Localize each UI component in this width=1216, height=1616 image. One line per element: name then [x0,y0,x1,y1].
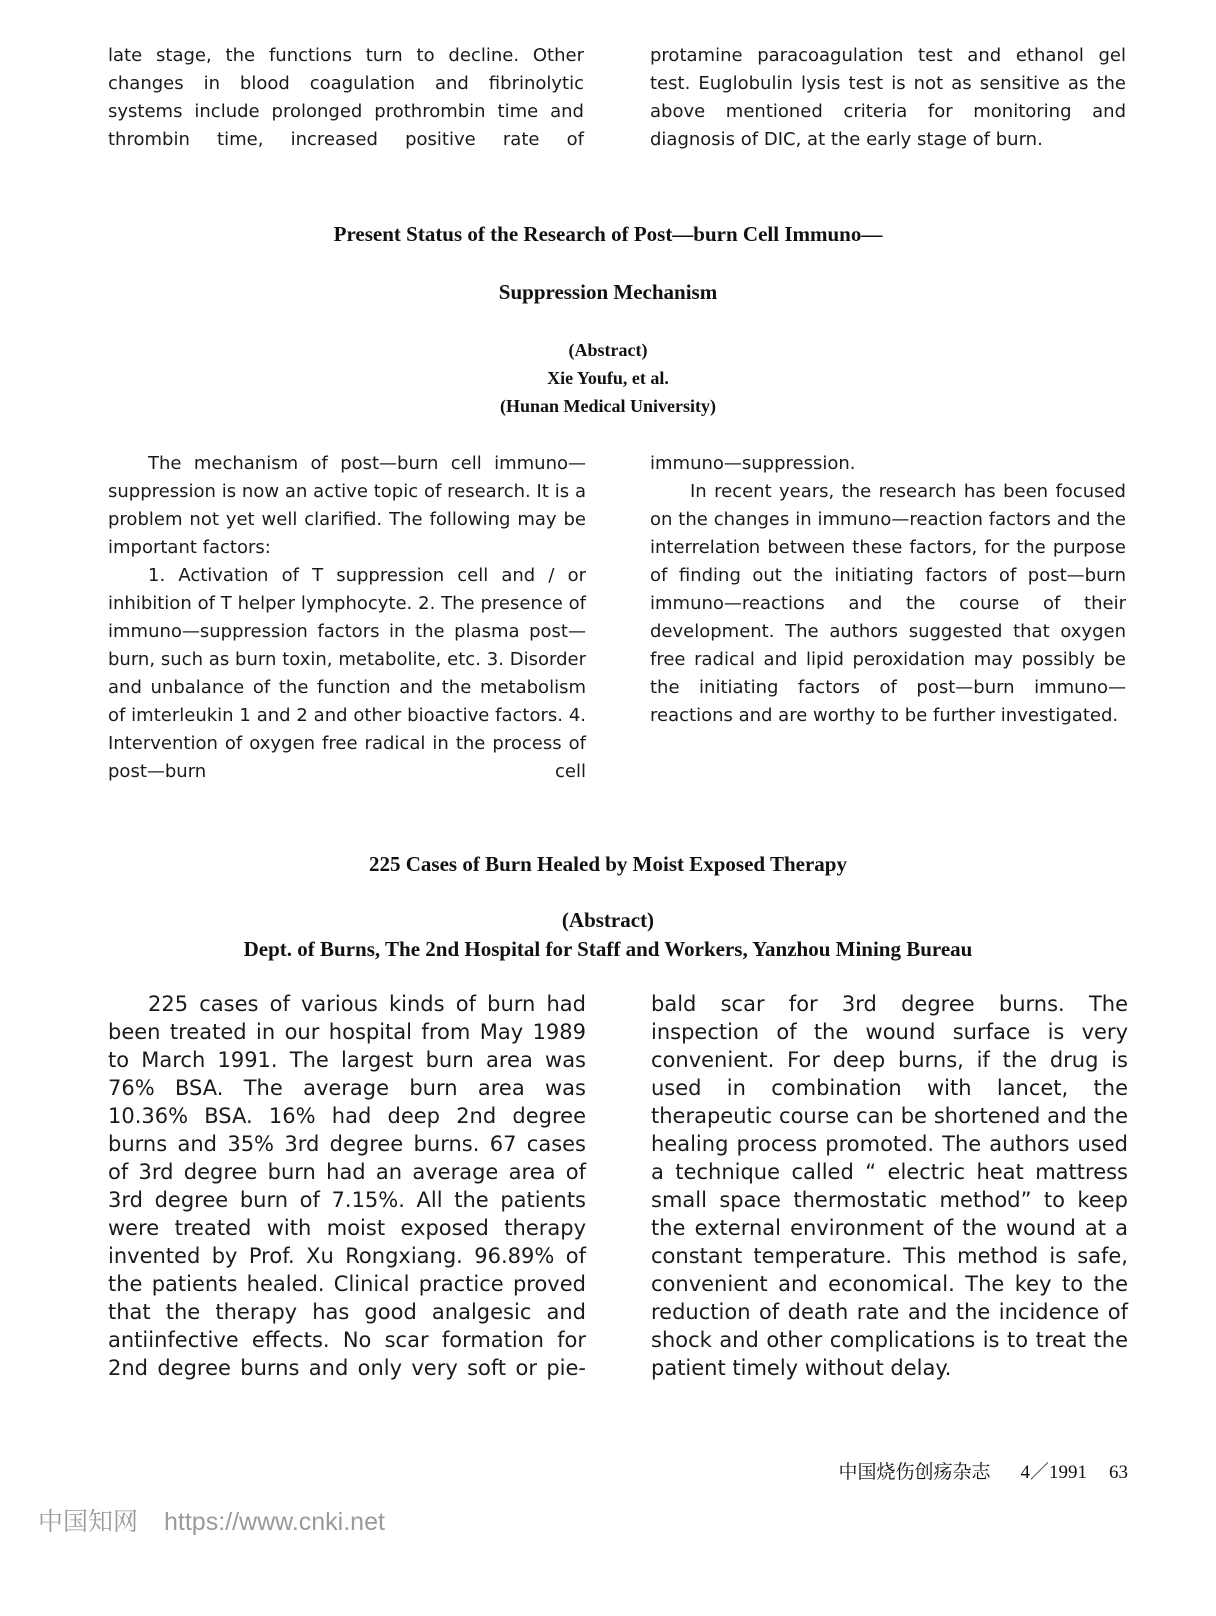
journal-name: 中国烧伤创疡杂志 [838,1462,991,1483]
article1-left-column [108,450,586,786]
article2-title: 225 Cases of Burn Healed by Moist Exposed Therapy [369,852,847,876]
article1-right-column [650,450,1126,730]
article2-right-column [651,990,1128,1382]
page-footer [838,1457,1128,1484]
article1-affiliation: (Hunan Medical University) [500,396,716,416]
carryover-right-column [650,42,1126,154]
carryover-right-text: protamine paracoagulation test and ethanol gel test. Euglobulin lysis test is not as sensitive as the above mentioned criteria for monitoring and diagnosis of DIC, at the early stage of burn. [650,45,1126,150]
article1-paragraph-2: 1. Activation of T suppression cell and / or inhibition of T helper lymphocyte. 2. The presence of immuno—suppression factors in the plasma post—burn, such as burn toxin, metabolite, etc. 3. Disorder and unbalance of the function and the metabolism of imterleukin 1 and 2 and other bioactive factors. 4. Intervention of oxygen free radical in the process of post—burn cell [108,565,586,782]
article1-paragraph-4: In recent years, the research has been focused on the changes in immuno—reaction factors and the interrelation between these factors, for the purpose of finding out the initiating factors of post—burn immuno—reactions and the course of their development. The authors suggested that oxygen free radical and lipid peroxidation may possibly be the initiating factors of post—burn immuno—reactions and are worthy to be further investigated. [650,481,1126,726]
watermark-url: https://www.cnki.net [164,1508,385,1536]
article2-affiliation: Dept. of Burns, The 2nd Hospital for Staff and Workers, Yanzhou Mining Bureau [243,937,973,961]
article1-title-line2: Suppression Mechanism [498,280,718,304]
article1-paragraph-3: immuno—suppression. [650,453,856,474]
article2-abstract-label: (Abstract) [561,908,655,932]
article1-abstract-label: (Abstract) [568,340,648,360]
article2-paragraph-1: 225 cases of various kinds of burn had been treated in our hospital from May 1989 to March 1991. The largest burn area was 76% BSA. The average burn area was 10.36% BSA. 16% had deep 2nd degree burns and 35% 3rd degree burns. 67 cases of 3rd degree burn had an average area of 3rd degree burn of 7.15%. All the patients were treated with moist exposed therapy invented by Prof. Xu Rongxiang. 96.89% of the patients healed. Clinical practice proved that the therapy has good analgesic and antiinfective effects. No scar formation for 2nd degree burns and only very soft or pie- [108,992,586,1380]
issue-number: 4／1991 [1020,1462,1087,1483]
page-number: 63 [1109,1462,1128,1483]
article1-paragraph-1: The mechanism of post—burn cell immuno—suppression is now an active topic of research. It is a problem not yet well clarified. The following may be important factors: [108,453,586,558]
article2-left-column [108,990,586,1382]
carryover-left-text: late stage, the functions turn to decline. Other changes in blood coagulation and fibrinolytic systems include prolonged prothrombin time and thrombin time, increased positive rate of [108,45,584,150]
cnki-watermark [38,1502,385,1538]
article1-author: Xie Youfu, et al. [547,368,669,388]
watermark-site-name: 中国知网 [38,1508,139,1536]
article1-title-line1: Present Status of the Research of Post—burn Cell Immuno— [333,222,883,246]
article2-paragraph-2: bald scar for 3rd degree burns. The inspection of the wound surface is very convenient. For deep burns, if the drug is used in combination with lancet, the therapeutic course can be shortened and the healing process promoted. The authors used a technique called “ electric heat mattress small space thermostatic method” to keep the external environment of the wound at a constant temperature. This method is safe, convenient and economical. The key to the reduction of death rate and the incidence of shock and other complications is to treat the patient timely without delay. [651,992,1128,1380]
carryover-left-column [108,42,584,154]
